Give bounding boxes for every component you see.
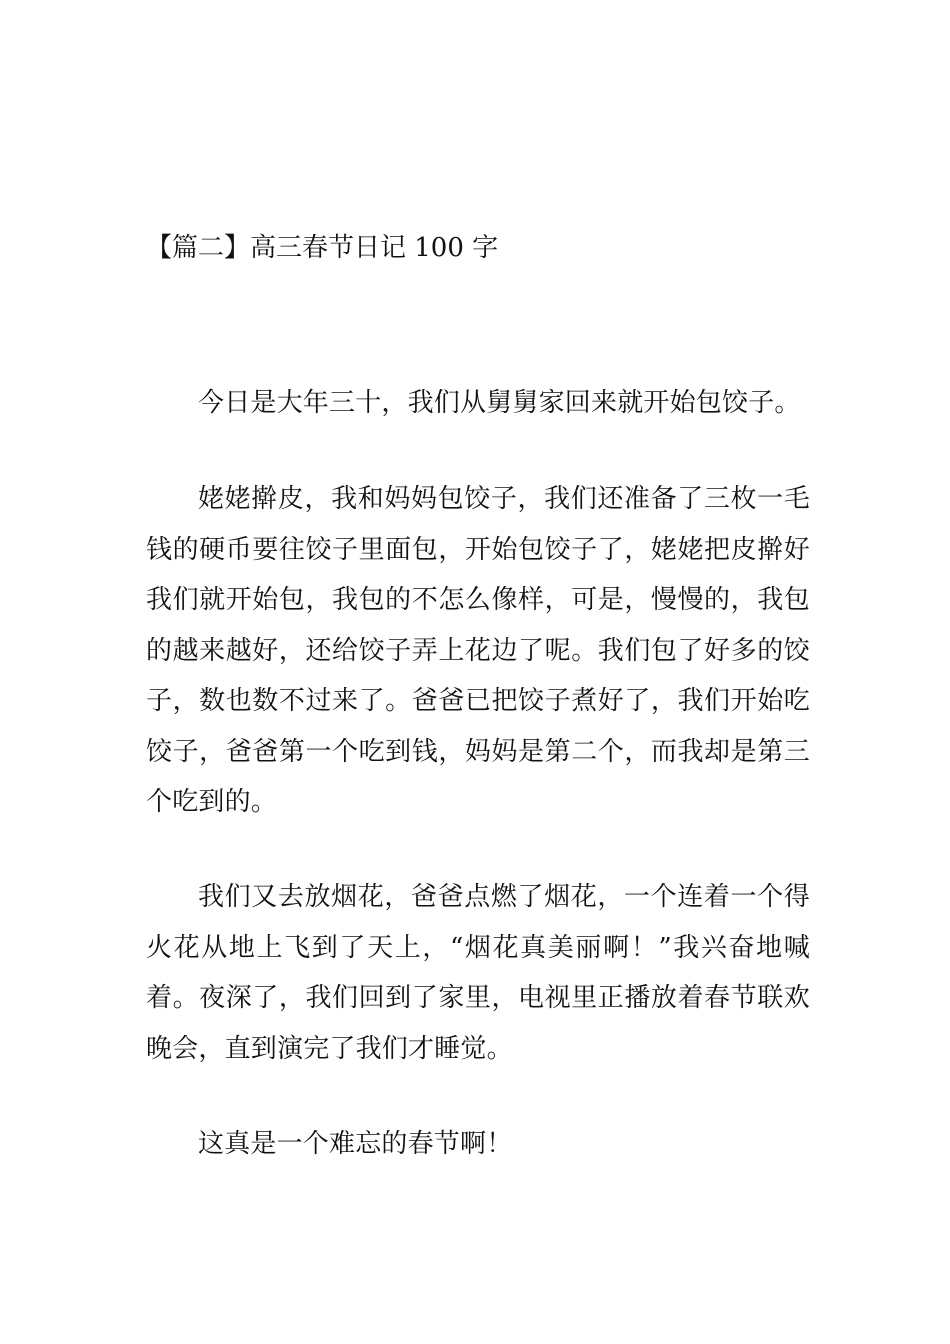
document-heading: 【篇二】高三春节日记 100 字 [146,233,499,263]
paragraph-1: 今日是大年三十，我们从舅舅家回来就开始包饺子。 [198,388,801,418]
paragraph-3: 我们又去放烟花，爸爸点燃了烟花，一个连着一个得火花从地上飞到了天上，“烟花真美丽啊！”我兴奋地喊着。夜深了，我们回到了家里，电视里正播放着春节联欢晚会，直到演完了我们才睡觉。 [146,882,810,1064]
paragraph-4: 这真是一个难忘的春节啊！ [198,1129,513,1159]
paragraph-2: 姥姥擀皮，我和妈妈包饺子，我们还准备了三枚一毛钱的硬币要往饺子里面包，开始包饺子了，姥姥把皮擀好我们就开始包，我包的不怎么像样，可是，慢慢的，我包的越来越好，还给饺子弄上花边了呢。我们包了好多的饺子，数也数不过来了。爸爸已把饺子煮好了，我们开始吃饺子，爸爸第一个吃到钱，妈妈是第二个，而我却是第三个吃到的。 [146,484,810,817]
